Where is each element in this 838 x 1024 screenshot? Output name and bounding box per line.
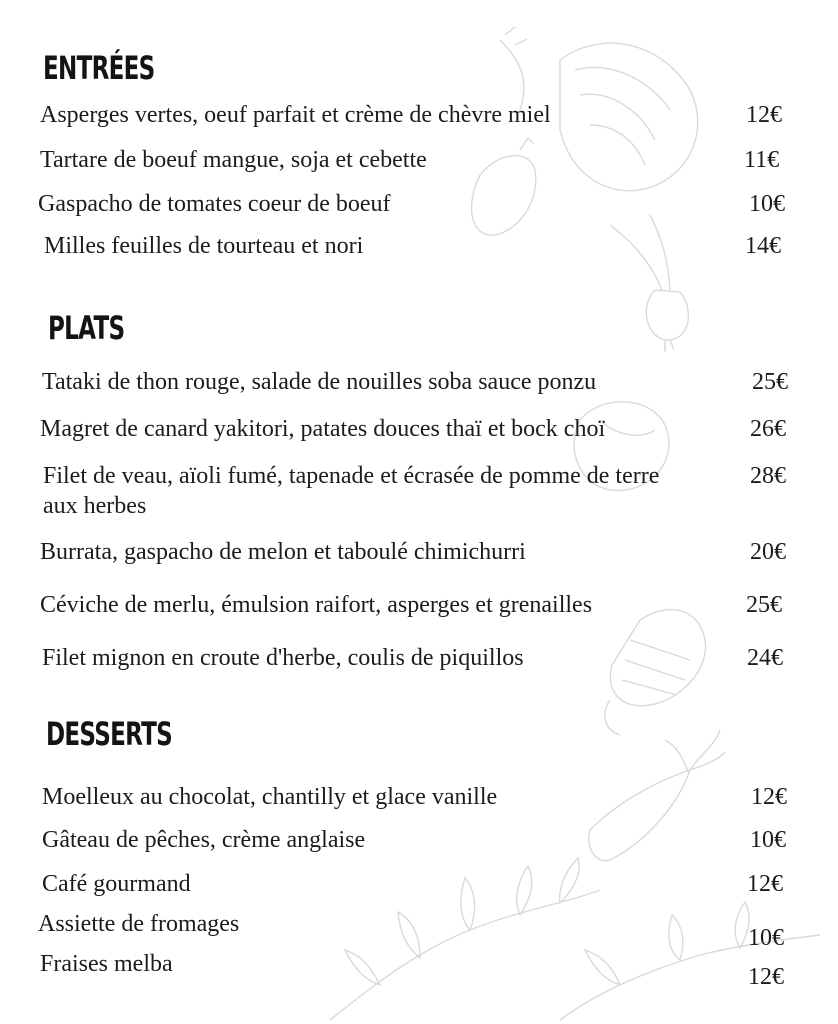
menu-item-name: Magret de canard yakitori, patates douces thaï et bock choï [40,416,606,442]
menu-item-name: Filet de veau, aïoli fumé, tapenade et écrasée de pomme de terre aux herbes [43,463,660,519]
menu-item-name: Moelleux au chocolat, chantilly et glace vanille [42,784,498,810]
menu-item-name: Burrata, gaspacho de melon et taboulé chimichurri [40,539,526,565]
menu-item-name: Fraises melba [40,951,173,977]
section-title-plats: PLATS [48,309,125,347]
menu-item-price: 12€ [747,871,783,897]
menu-item-name: Gâteau de pêches, crème anglaise [42,827,366,853]
menu-item-price: 25€ [752,369,788,395]
menu-item-name: Filet mignon en croute d'herbe, coulis de piquillos [42,645,524,671]
menu-item-name: Tataki de thon rouge, salade de nouilles soba sauce ponzu [42,369,597,395]
menu-item-name: Tartare de boeuf mangue, soja et cebette [40,147,427,173]
menu-item-price: 11€ [744,147,780,173]
menu-item-price: 24€ [747,645,783,671]
section-title-entrees: ENTRÉES [43,49,155,87]
menu-item-price: 12€ [746,102,782,128]
menu-item-name: Gaspacho de tomates coeur de boeuf [38,191,391,217]
menu-item-price: 14€ [745,233,781,259]
menu-item-name: Milles feuilles de tourteau et nori [44,233,364,259]
menu-item-price: 28€ [750,463,786,489]
menu-item-price: 10€ [749,191,785,217]
menu-item-price: 10€ [750,827,786,853]
section-title-desserts: DESSERTS [46,715,173,753]
menu-item-price: 25€ [746,592,782,618]
menu-item-name: Assiette de fromages [38,911,240,937]
menu-item-price: 12€ [748,964,784,990]
menu-item-name: Asperges vertes, oeuf parfait et crème de chèvre miel [40,102,551,128]
menu-item-price: 10€ [748,925,784,951]
menu-item-price: 12€ [751,784,787,810]
menu-item-name: Café gourmand [42,871,191,897]
menu-item-name: Céviche de merlu, émulsion raifort, asperges et grenailles [40,592,593,618]
menu-item-price: 20€ [750,539,786,565]
menu-item-price: 26€ [750,416,786,442]
